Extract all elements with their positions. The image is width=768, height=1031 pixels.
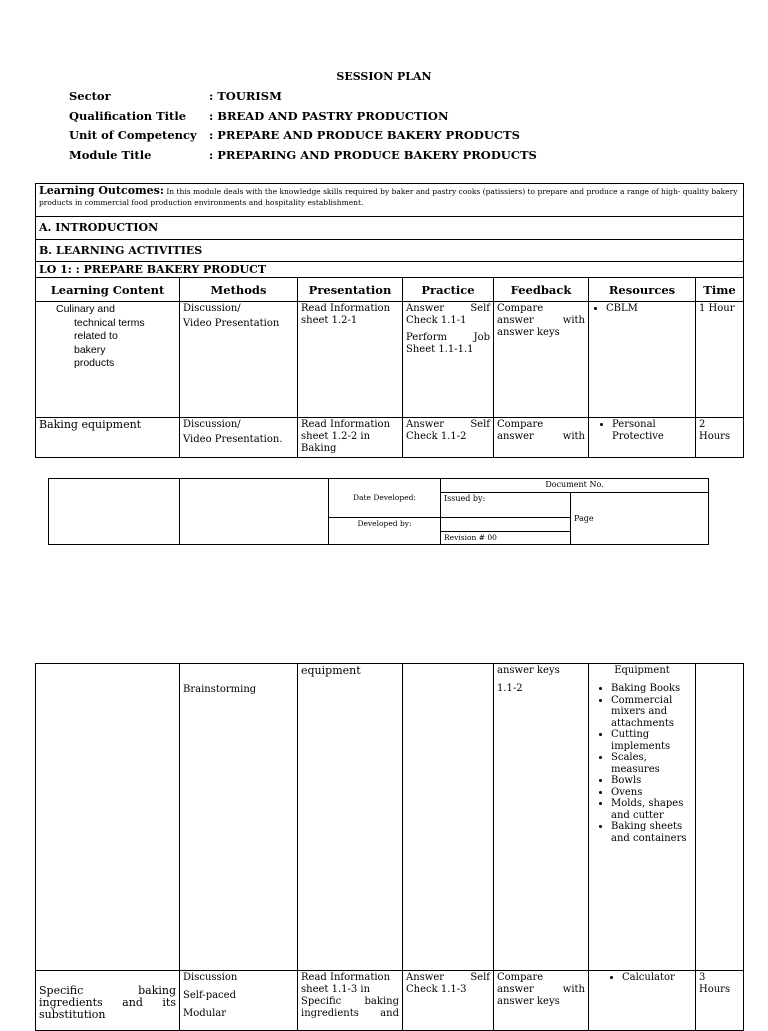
document-title: SESSION PLAN: [336, 70, 432, 83]
row3-presentation: Read Information sheet 1.1-3 in Specific baking ingredients and: [298, 971, 403, 1031]
resource-item: • Baking sheets and containers: [611, 821, 693, 844]
qualification-value: : BREAD AND PASTRY PRODUCTION: [209, 108, 449, 123]
row3-content: Specific baking ingredients and its substitution: [36, 971, 180, 1031]
row2-methods: Discussion/ Video Presentation.: [180, 418, 298, 458]
sector-label: Sector: [69, 89, 111, 103]
document-footer: [48, 478, 709, 545]
footer-logo-cell: [49, 479, 180, 545]
learning-outcomes-text: In this module deals with the knowledge skills required by baker and pastry cooks (patissiers) to prepare and produce a range of high- quality bakery products in commercial food production environments and hospitality establishment.: [39, 187, 738, 207]
row3-feedback: Compare answer with answer keys: [494, 971, 589, 1031]
table-row: [36, 418, 744, 458]
row3-practice: Answer Self Check 1.1-3: [403, 971, 494, 1031]
row2-feedback-cont: answer keys 1.1-2: [494, 664, 589, 971]
col-practice: Practice: [403, 278, 494, 302]
issued-by: Issued by:: [441, 493, 571, 518]
qualification-label: Qualification Title: [69, 108, 187, 123]
row1-presentation: Read Information sheet 1.2-1: [298, 302, 403, 418]
row2-content-cont: [36, 664, 180, 971]
row2-content: Baking equipment: [36, 418, 180, 458]
date-developed: Date Developed:: [329, 479, 441, 518]
learning-outcomes-cell: [36, 184, 744, 217]
row3-methods: Discussion Self-paced Modular: [180, 971, 298, 1031]
issued-by-blank: [441, 518, 571, 532]
row1-feedback: Compare answer with answer keys: [494, 302, 589, 418]
row1-time: 1 Hour: [696, 302, 744, 418]
row3-resources: • Calculator: [589, 971, 696, 1031]
col-resources: Resources: [589, 278, 696, 302]
row2-resources-cont: Equipment • Baking Books • Commercial mixers and attachments • Cutting implements • Scales, measures • Bowls • Ovens • Molds, shapes and cutter • Baking sheets and containers: [589, 664, 696, 971]
lo1-heading: LO 1: : PREPARE BAKERY PRODUCT: [36, 262, 744, 278]
developed-by: Developed by:: [329, 518, 441, 545]
session-table-continued: [35, 663, 744, 1031]
row1-methods: Discussion/ Video Presentation: [180, 302, 298, 418]
row1-content: Culinary and technical terms related to bakery products: [36, 302, 180, 418]
row2-practice-cont: [403, 664, 494, 971]
row2-time: 2 Hours: [696, 418, 744, 458]
section-b: B. LEARNING ACTIVITIES: [36, 240, 744, 262]
row2-resources: • Personal Protective: [589, 418, 696, 458]
col-presentation: Presentation: [298, 278, 403, 302]
module-value: : PREPARING AND PRODUCE BAKERY PRODUCTS: [209, 147, 537, 162]
learning-outcomes-label: Learning Outcomes:: [39, 184, 164, 197]
session-table: [35, 183, 744, 458]
footer-blank-cell: [180, 479, 329, 545]
table-row: [36, 664, 744, 971]
header-values: [209, 89, 537, 167]
row1-practice: Answer Self Check 1.1-1 Perform Job Sheet 1.1-1.1: [403, 302, 494, 418]
row2-time-cont: [696, 664, 744, 971]
row2-feedback: Compare answer with: [494, 418, 589, 458]
header-labels: [69, 89, 197, 167]
row2-presentation-cont: equipment: [298, 664, 403, 971]
row1-resources: • CBLM: [589, 302, 696, 418]
page-label: Page: [571, 493, 709, 545]
row3-time: 3 Hours: [696, 971, 744, 1031]
resource-item: • Bowls: [611, 775, 693, 787]
unit-label: Unit of Competency: [69, 128, 197, 142]
revision: Revision # 00: [441, 532, 571, 545]
col-time: Time: [696, 278, 744, 302]
row2-practice: Answer Self Check 1.1-2: [403, 418, 494, 458]
resource-item: • Scales, measures: [611, 752, 693, 775]
table-row: [36, 971, 744, 1031]
row2-methods-cont: Brainstorming: [180, 664, 298, 971]
resource-item: • Commercial mixers and attachments: [611, 695, 693, 730]
document-no: Document No.: [441, 479, 709, 493]
resource-item: • Molds, shapes and cutter: [611, 798, 693, 821]
resource-item: • Baking Books: [611, 683, 693, 695]
resource-item: • Cutting implements: [611, 729, 693, 752]
col-learning-content: Learning Content: [36, 278, 180, 302]
sector-value: : TOURISM: [209, 89, 282, 103]
module-label: Module Title: [69, 147, 152, 162]
table-row: [36, 302, 744, 418]
col-feedback: Feedback: [494, 278, 589, 302]
row2-presentation: Read Information sheet 1.2-2 in Baking: [298, 418, 403, 458]
resource-item: • Ovens: [611, 787, 693, 799]
unit-value: : PREPARE AND PRODUCE BAKERY PRODUCTS: [209, 128, 520, 142]
section-a: A. INTRODUCTION: [36, 217, 744, 240]
col-methods: Methods: [180, 278, 298, 302]
